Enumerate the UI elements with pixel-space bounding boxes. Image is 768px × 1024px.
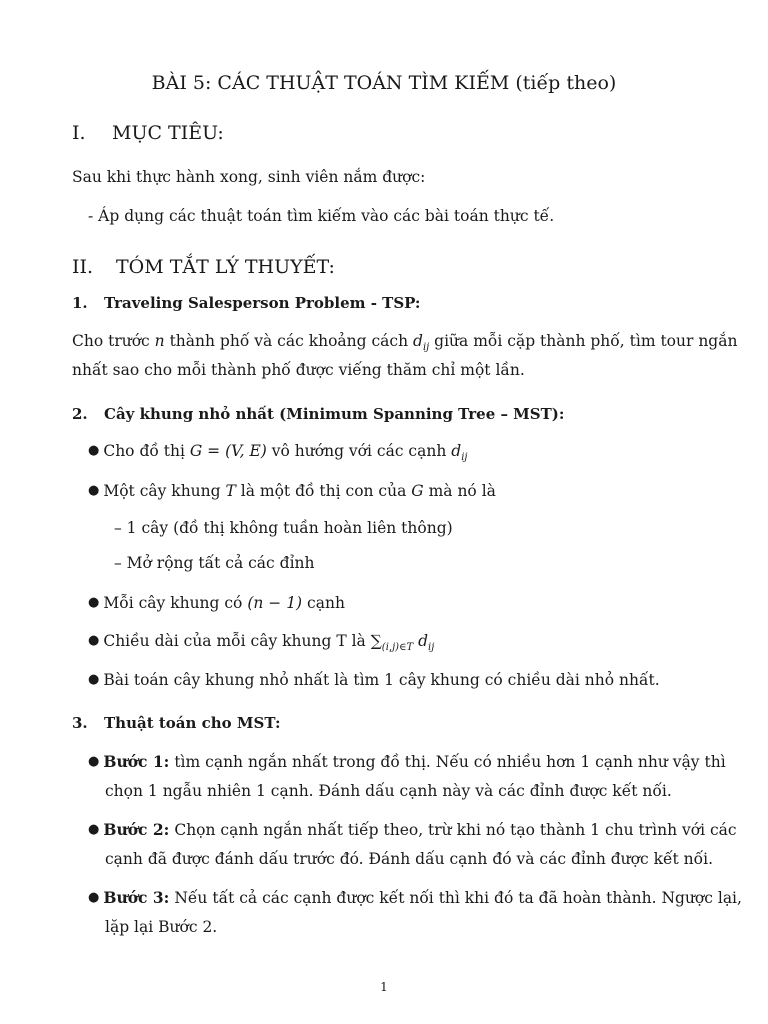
subsection-1-title: Traveling Salesperson Problem - TSP: — [104, 294, 421, 312]
tsp-paragraph-line-1 — [72, 332, 737, 353]
step-2-label: Bước 2: — [103, 820, 170, 839]
math-n-minus-1: (n − 1) — [247, 594, 303, 612]
text-span: Mỗi cây khung có — [103, 594, 248, 612]
text-span: Chiều dài của mỗi cây khung T là — [103, 632, 371, 650]
sum-range: (i,j)∈T — [381, 642, 414, 653]
mst-bullet-4 — [88, 632, 434, 653]
text-span: Bài toán cây khung nhỏ nhất là tìm 1 cây khung có chiều dài nhỏ nhất. — [103, 671, 660, 689]
step-1-label: Bước 1: — [103, 752, 170, 771]
mst-bullet-2 — [88, 482, 496, 500]
bullet-icon: ● — [88, 443, 100, 458]
section-2-heading — [72, 256, 335, 278]
math-d: d — [413, 332, 423, 350]
text-span: tìm cạnh ngắn nhất trong đồ thị. Nếu có nhiều hơn 1 cạnh như vậy thì — [169, 753, 726, 771]
bullet-icon: ● — [88, 633, 100, 648]
step-3-label: Bước 3: — [103, 888, 170, 907]
math-d: d — [413, 632, 429, 650]
text-span: Một cây khung — [103, 482, 226, 500]
step-3-line-2: lặp lại Bước 2. — [105, 918, 218, 936]
section-2-number: II. — [72, 256, 94, 278]
document-title: BÀI 5: CÁC THUẬT TOÁN TÌM KIẾM (tiếp theo) — [151, 72, 617, 94]
bullet-icon: ● — [88, 595, 100, 610]
subsection-2-title: Cây khung nhỏ nhất (Minimum Spanning Tree – MST): — [104, 405, 565, 423]
math-d: d — [451, 442, 462, 460]
text-span: Nếu tất cả các cạnh được kết nối thì khi đó ta đã hoàn thành. Ngược lại, — [169, 889, 742, 907]
section-2-title: TÓM TẮT LÝ THUYẾT: — [116, 256, 335, 278]
math-T: T — [225, 482, 236, 500]
section-1-heading — [72, 122, 224, 144]
math-ij: ij — [422, 342, 430, 353]
page-number: 1 — [380, 980, 388, 994]
section-1-intro: Sau khi thực hành xong, sinh viên nắm được: — [72, 168, 426, 186]
subsection-2-number: 2. — [72, 405, 88, 423]
math-G: G — [411, 482, 424, 500]
text-span: Cho đồ thị — [103, 442, 190, 460]
step-3-line-1 — [88, 888, 742, 907]
section-1-number: I. — [72, 122, 86, 144]
subsection-1-heading — [72, 294, 420, 312]
sum-symbol: ∑ — [370, 632, 382, 650]
bullet-icon: ● — [88, 890, 100, 905]
math-ij: ij — [461, 452, 468, 463]
subsection-3-title: Thuật toán cho MST: — [104, 714, 281, 732]
text-span: giữa mỗi cặp thành phố, tìm tour ngắn — [429, 332, 738, 350]
text-span: là một đồ thị con của — [235, 482, 412, 500]
step-1-line-1 — [88, 752, 726, 771]
bullet-icon: ● — [88, 672, 100, 687]
section-1-item: - Áp dụng các thuật toán tìm kiếm vào các bài toán thực tế. — [88, 207, 555, 225]
text-span: vô hướng với các cạnh — [266, 442, 452, 460]
section-1-title: MỤC TIÊU: — [112, 122, 224, 144]
mst-subitem-a: – 1 cây (đồ thị không tuần hoàn liên thông) — [114, 519, 453, 537]
subsection-3-heading — [72, 714, 281, 732]
mst-subitem-b: – Mở rộng tất cả các đỉnh — [114, 554, 315, 572]
math-n: n — [154, 332, 165, 350]
step-1-line-2: chọn 1 ngẫu nhiên 1 cạnh. Đánh dấu cạnh này và các đỉnh được kết nối. — [105, 782, 672, 800]
text-span: cạnh — [302, 594, 345, 612]
mst-bullet-1 — [88, 442, 468, 463]
math-ij: ij — [428, 642, 435, 653]
text-span: Chọn cạnh ngắn nhất tiếp theo, trừ khi nó tạo thành 1 chu trình với các — [169, 821, 737, 839]
bullet-icon: ● — [88, 754, 100, 769]
subsection-1-number: 1. — [72, 294, 88, 312]
step-2-line-1 — [88, 820, 737, 839]
mst-bullet-5 — [88, 671, 660, 689]
bullet-icon: ● — [88, 822, 100, 837]
step-2-line-2: cạnh đã được đánh dấu trước đó. Đánh dấu cạnh đó và các đỉnh được kết nối. — [105, 850, 714, 868]
text-span: thành phố và các khoảng cách — [164, 332, 413, 350]
subsection-3-number: 3. — [72, 714, 88, 732]
text-span: mà nó là — [423, 482, 496, 500]
mst-bullet-3 — [88, 594, 345, 612]
tsp-paragraph-line-2: nhất sao cho mỗi thành phố được viếng thăm chỉ một lần. — [72, 361, 525, 379]
math-graph: G = (V, E) — [189, 442, 267, 460]
subsection-2-heading — [72, 405, 564, 423]
bullet-icon: ● — [88, 483, 100, 498]
text-span: Cho trước — [72, 332, 155, 350]
